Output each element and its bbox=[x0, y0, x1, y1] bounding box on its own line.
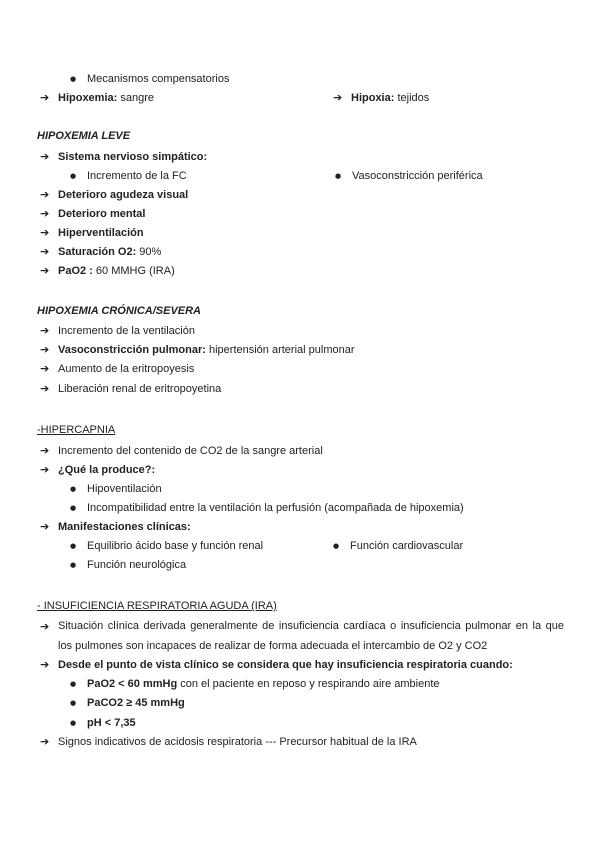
ventilacion-item: Incremento de la ventilación bbox=[58, 325, 195, 337]
pao2-criterio-label: PaO2 < 60 mmHg bbox=[87, 678, 178, 690]
situacion-clinica-line-1: Situación clínica derivada generalmente de insuficiencia cardíaca o insuficiencia pulmonar en la que bbox=[58, 620, 564, 632]
arrow-icon: ➔ bbox=[40, 188, 50, 201]
mecanismos-text: Mecanismos compensatorios bbox=[87, 73, 230, 85]
bullet-icon: ● bbox=[70, 75, 77, 83]
vasoconstriccion-pulmonar-label: Vasoconstricción pulmonar: bbox=[58, 344, 206, 356]
hipoxia-label: Hipoxia: bbox=[351, 92, 395, 104]
hiperventilacion-item: Hiperventilación bbox=[58, 227, 144, 239]
eritropoyetina-item: Liberación renal de eritropoyetina bbox=[58, 383, 222, 395]
arrow-icon: ➔ bbox=[40, 150, 50, 163]
bullet-icon: ● bbox=[70, 561, 77, 569]
situacion-clinica-line-2: los pulmones son incapaces de realizar de forma adecuada el intercambio de O2 y CO2 bbox=[58, 640, 488, 652]
saturacion-value: 90% bbox=[136, 246, 162, 258]
pao2-value: 60 MMHG (IRA) bbox=[92, 265, 175, 277]
agudeza-item: Deterioro agudeza visual bbox=[58, 189, 189, 201]
signos-item: Signos indicativos de acidosis respiratoria --- Precursor habitual de la IRA bbox=[58, 736, 417, 748]
manifestaciones-item: Manifestaciones clínicas: bbox=[58, 521, 191, 533]
pao2-criterio-item bbox=[87, 677, 440, 691]
arrow-icon: ➔ bbox=[333, 91, 343, 104]
bullet-icon: ● bbox=[70, 172, 77, 180]
arrow-icon: ➔ bbox=[40, 245, 50, 258]
section-heading-hipoxemia-cronica: HIPOXEMIA CRÓNICA/SEVERA bbox=[37, 305, 202, 317]
saturacion-item bbox=[58, 245, 161, 259]
pao2-item bbox=[58, 264, 175, 278]
punto-de-vista-item: Desde el punto de vista clínico se considera que hay insuficiencia respiratoria cuando: bbox=[58, 659, 513, 671]
co2-item: Incremento del contenido de CO2 de la sangre arterial bbox=[58, 445, 323, 457]
arrow-icon: ➔ bbox=[40, 382, 50, 395]
bullet-icon: ● bbox=[70, 542, 77, 550]
arrow-icon: ➔ bbox=[40, 520, 50, 533]
bullet-icon: ● bbox=[333, 542, 340, 550]
arrow-icon: ➔ bbox=[40, 226, 50, 239]
neurologica-item: Función neurológica bbox=[87, 559, 187, 571]
snc-item: Sistema nervioso simpático: bbox=[58, 151, 208, 163]
section-heading-hipercapnia: -HIPERCAPNIA bbox=[37, 424, 116, 436]
fc-item: Incremento de la FC bbox=[87, 170, 187, 182]
arrow-icon: ➔ bbox=[40, 343, 50, 356]
pao2-criterio-value: con el paciente en reposo y respirando aire ambiente bbox=[177, 678, 440, 690]
vasoconstriccion-item: Vasoconstricción periférica bbox=[352, 170, 483, 182]
bullet-icon: ● bbox=[335, 172, 342, 180]
arrow-icon: ➔ bbox=[40, 463, 50, 476]
arrow-icon: ➔ bbox=[40, 207, 50, 220]
bullet-icon: ● bbox=[70, 699, 77, 707]
paco2-criterio-item: PaCO2 ≥ 45 mmHg bbox=[87, 697, 185, 709]
bullet-icon: ● bbox=[70, 680, 77, 688]
hipoxia-value: tejidos bbox=[394, 92, 430, 104]
section-heading-ira: - INSUFICIENCIA RESPIRATORIA AGUDA (IRA) bbox=[37, 600, 277, 612]
arrow-icon: ➔ bbox=[40, 444, 50, 457]
arrow-icon: ➔ bbox=[40, 658, 50, 671]
arrow-icon: ➔ bbox=[40, 735, 50, 748]
ph-criterio-item: pH < 7,35 bbox=[87, 717, 136, 729]
bullet-icon: ● bbox=[70, 485, 77, 493]
hipoxemia-item bbox=[58, 91, 154, 105]
arrow-icon: ➔ bbox=[40, 324, 50, 337]
arrow-icon: ➔ bbox=[40, 264, 50, 277]
cardiovascular-item: Función cardiovascular bbox=[350, 540, 464, 552]
hipoventilacion-item: Hipoventilación bbox=[87, 483, 162, 495]
bullet-icon: ● bbox=[70, 719, 77, 727]
bullet-icon: ● bbox=[70, 504, 77, 512]
hipoxemia-value: sangre bbox=[117, 92, 154, 104]
arrow-icon: ➔ bbox=[40, 91, 50, 104]
incompatibilidad-item: Incompatibilidad entre la ventilación la perfusión (acompañada de hipoxemia) bbox=[87, 502, 464, 514]
vasoconstriccion-pulmonar-value: hipertensión arterial pulmonar bbox=[205, 344, 355, 356]
vasoconstriccion-pulmonar-item bbox=[58, 343, 355, 357]
equilibrio-item: Equilibrio ácido base y función renal bbox=[87, 540, 264, 552]
mental-item: Deterioro mental bbox=[58, 208, 146, 220]
saturacion-label: Saturación O2: bbox=[58, 246, 137, 258]
arrow-icon: ➔ bbox=[40, 620, 50, 633]
eritropoyesis-item: Aumento de la eritropoyesis bbox=[58, 363, 195, 375]
hipoxia-item bbox=[351, 91, 429, 105]
hipoxemia-label: Hipoxemia: bbox=[58, 92, 118, 104]
section-heading-hipoxemia-leve: HIPOXEMIA LEVE bbox=[37, 130, 131, 142]
arrow-icon: ➔ bbox=[40, 362, 50, 375]
produce-item: ¿Qué la produce?: bbox=[58, 464, 156, 476]
pao2-label: PaO2 : bbox=[58, 265, 93, 277]
